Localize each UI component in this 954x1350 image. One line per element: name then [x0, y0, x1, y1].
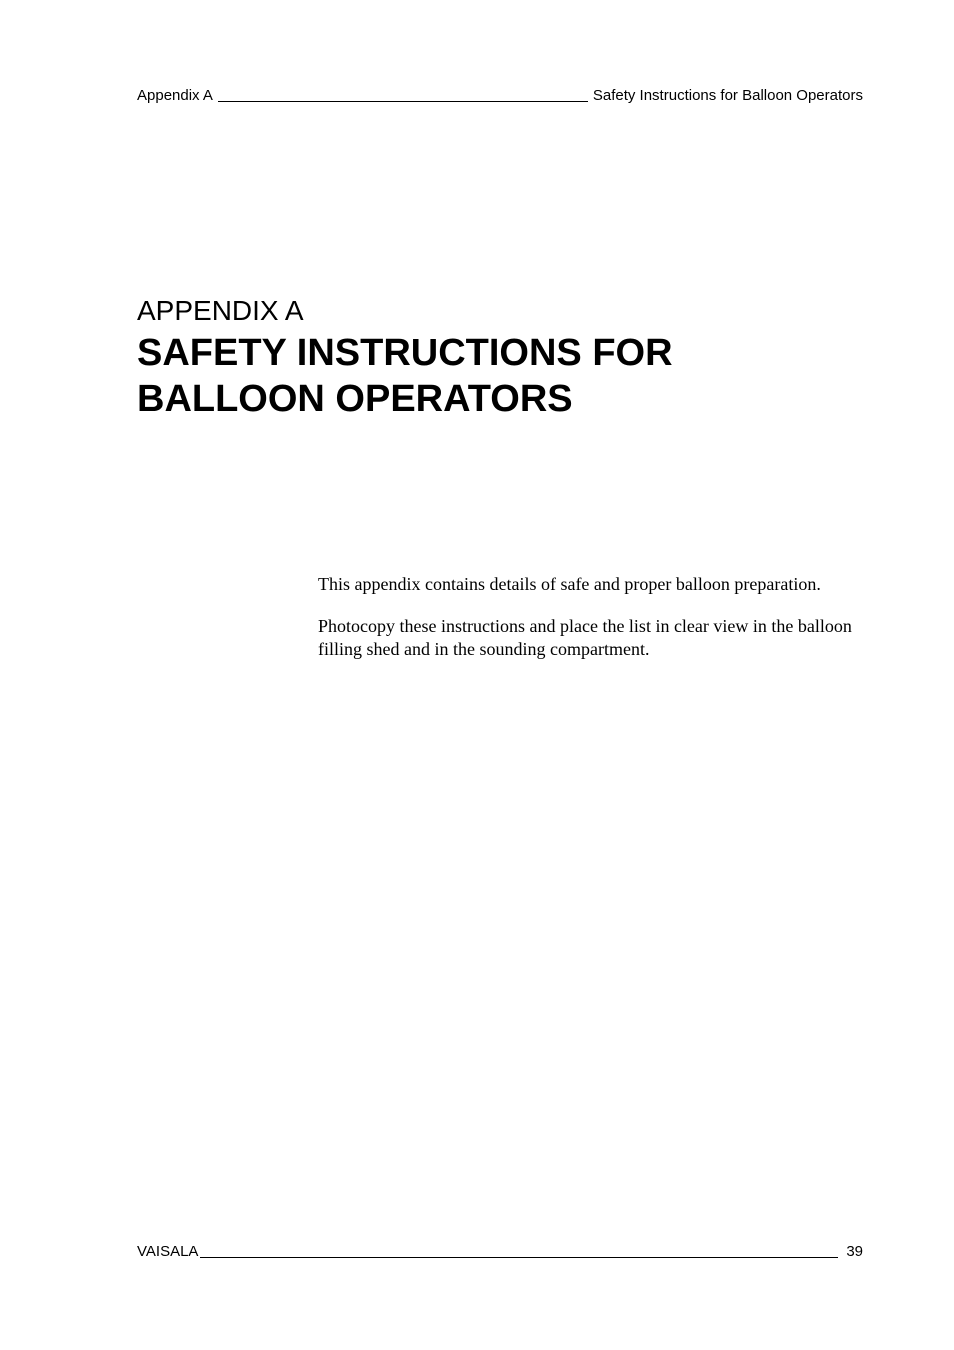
- header-section-title: Safety Instructions for Balloon Operators: [592, 87, 863, 104]
- intro-text: [318, 573, 863, 680]
- chapter-title-block: [137, 294, 837, 422]
- footer-rule: [200, 1257, 838, 1258]
- page-footer: [137, 1243, 863, 1261]
- page-number: 39: [846, 1243, 863, 1260]
- page-header: [137, 87, 863, 105]
- intro-paragraph-2: Photocopy these instructions and place the list in clear view in the balloon filling shed and in the sounding compartment.: [318, 616, 852, 659]
- header-rule: [218, 101, 588, 102]
- header-chapter-label: Appendix A: [137, 87, 213, 104]
- appendix-label: APPENDIX A: [137, 295, 304, 326]
- footer-company: VAISALA: [137, 1243, 199, 1260]
- chapter-title: SAFETY INSTRUCTIONS FOR BALLOON OPERATORS: [137, 332, 673, 420]
- intro-paragraph-1: This appendix contains details of safe and proper balloon preparation.: [318, 574, 821, 594]
